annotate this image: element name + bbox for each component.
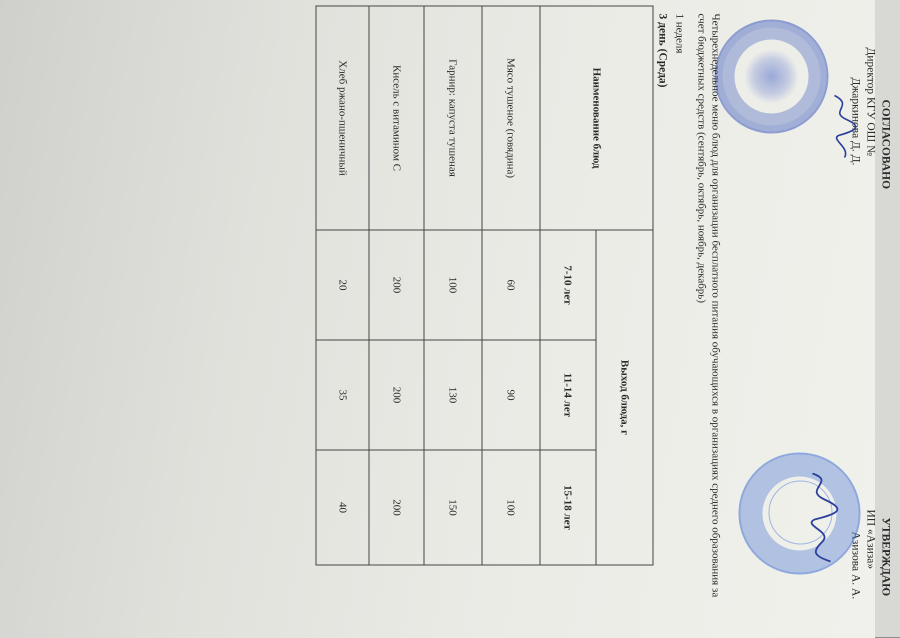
col-name-header: Наименование блюд: [540, 6, 653, 230]
age-header-3: 15-18 лет: [540, 450, 596, 565]
round-seal-left: [714, 20, 828, 134]
group-header: Выход блюда, г: [596, 230, 653, 565]
dish-value: 100: [482, 450, 540, 565]
dish-value: 60: [482, 230, 540, 340]
dish-value: 35: [316, 340, 369, 450]
dish-name: Кисель с витамином С: [369, 6, 424, 230]
dish-value: 20: [316, 230, 369, 340]
dish-value: 200: [369, 340, 424, 450]
dish-value: 90: [482, 340, 540, 450]
menu-table: [315, 6, 653, 566]
intro-text: Четырехнедельное меню блюд для организации бесплатного питания обучающихся в организациях среднего образования за счет бюджетных средств (сентябрь, октябрь, ноябрь, декабрь): [695, 13, 721, 598]
approval-left-line2: Джаркинова Д. Д.: [849, 77, 861, 166]
table-row: [369, 6, 424, 565]
dish-value: 200: [369, 450, 424, 565]
approval-left-line1: Директор КГУ ОШ №: [864, 47, 876, 157]
dish-value: 200: [369, 230, 424, 340]
day-label: 3 день (Среда): [656, 13, 668, 88]
signature-left: [826, 92, 858, 162]
approval-right-title: УТВЕРЖДАЮ: [879, 517, 891, 597]
approval-right-line1: ИП «Азиза»: [864, 509, 876, 570]
table-row: [316, 6, 369, 565]
dish-value: 40: [316, 450, 369, 565]
approval-right-line2: Азизова А. А.: [849, 531, 861, 600]
table-row: [482, 6, 540, 565]
dish-value: 150: [424, 450, 482, 565]
signature-right: [798, 470, 842, 565]
age-header-1: 7-10 лет: [540, 230, 596, 340]
dish-name: Мясо тушеное (говядина): [482, 6, 540, 230]
age-header-2: 11-14 лет: [540, 340, 596, 450]
week-label: 1 неделя: [673, 13, 685, 54]
dish-value: 130: [424, 340, 482, 450]
approval-left-title: СОГЛАСОВАНО: [879, 99, 891, 190]
dish-value: 100: [424, 230, 482, 340]
dish-name: Гарнир: капуста тушеная: [424, 6, 482, 230]
table-row: [424, 6, 482, 565]
dish-name: Хлеб ржано-пшеничный: [316, 6, 369, 230]
